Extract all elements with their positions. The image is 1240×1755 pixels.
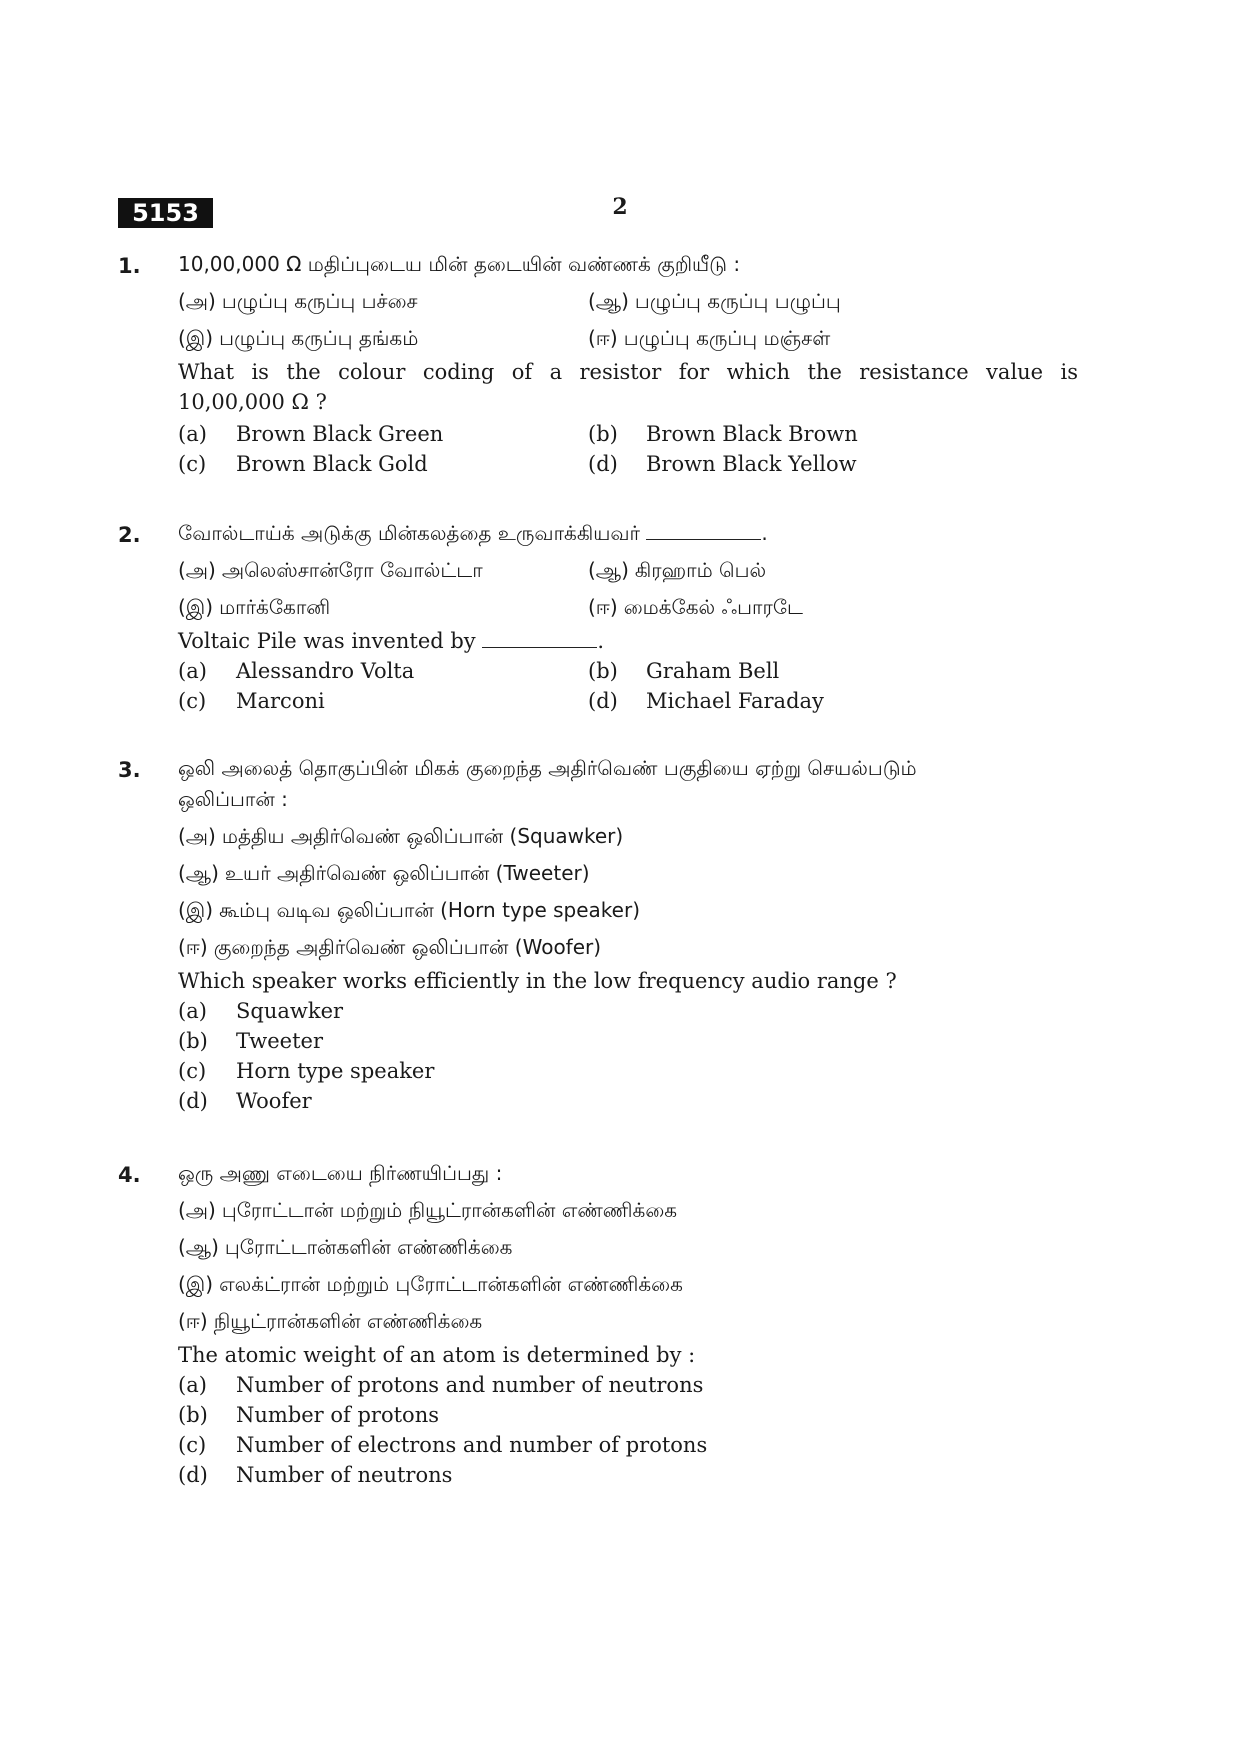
english-option: (d) Number of neutrons bbox=[178, 1463, 453, 1487]
tamil-option: (அ) அலெஸ்சான்ரோ வோல்ட்டா bbox=[178, 558, 483, 582]
question-4 bbox=[118, 1163, 1078, 1490]
question-number: 2. bbox=[118, 523, 141, 547]
english-question: Which speaker works efficiently in the low frequency audio range ? bbox=[178, 969, 897, 993]
tamil-question-continued: ஒலிப்பான் : bbox=[178, 787, 288, 811]
english-question: What is the colour coding of a resistor for which the resistance value is bbox=[178, 360, 1078, 384]
question-2 bbox=[118, 523, 1078, 716]
english-option: (c) Brown Black Gold bbox=[178, 452, 428, 476]
tamil-option: (ஆ) கிரஹாம் பெல் bbox=[588, 558, 767, 582]
english-question: Voltaic Pile was invented by . bbox=[178, 629, 605, 653]
page-number: 2 bbox=[612, 194, 628, 220]
question-number: 3. bbox=[118, 758, 141, 782]
paper-code: 5153 bbox=[118, 198, 213, 228]
english-option: (a) Alessandro Volta bbox=[178, 659, 415, 683]
english-option: (d) Michael Faraday bbox=[588, 689, 824, 713]
tamil-question: வோல்டாய்க் அடுக்கு மின்கலத்தை உருவாக்கியவர் . bbox=[178, 521, 768, 545]
tamil-option: (இ) எலக்ட்ரான் மற்றும் புரோட்டான்களின் எண்ணிக்கை bbox=[178, 1272, 683, 1296]
english-option: (a) Squawker bbox=[178, 999, 344, 1023]
english-option: (c) Horn type speaker bbox=[178, 1059, 435, 1083]
question-number: 4. bbox=[118, 1163, 141, 1187]
tamil-option: (இ) பழுப்பு கருப்பு தங்கம் bbox=[178, 326, 419, 350]
tamil-option: (அ) பழுப்பு கருப்பு பச்சை bbox=[178, 289, 418, 313]
english-option: (c) Marconi bbox=[178, 689, 325, 713]
english-option: (b) Brown Black Brown bbox=[588, 422, 858, 446]
tamil-question: ஒலி அலைத் தொகுப்பின் மிகக் குறைந்த அதிர்வெண் பகுதியை ஏற்று செயல்படும் bbox=[178, 756, 917, 780]
english-option: (b) Number of protons bbox=[178, 1403, 439, 1427]
answer-blank bbox=[482, 631, 597, 648]
english-option: (a) Number of protons and number of neutrons bbox=[178, 1373, 704, 1397]
tamil-option: (இ) கூம்பு வடிவ ஒலிப்பான் (Horn type speaker) bbox=[178, 898, 640, 922]
tamil-option: (ஆ) புரோட்டான்களின் எண்ணிக்கை bbox=[178, 1235, 513, 1259]
english-option: (b) Tweeter bbox=[178, 1029, 323, 1053]
question-1 bbox=[118, 254, 1078, 479]
tamil-option: (ஈ) மைக்கேல் ஃபாரடே bbox=[588, 595, 803, 619]
english-question: The atomic weight of an atom is determined by : bbox=[178, 1343, 696, 1367]
tamil-option: (அ) புரோட்டான் மற்றும் நியூட்ரான்களின் எண்ணிக்கை bbox=[178, 1198, 678, 1222]
tamil-question: 10,00,000 Ω மதிப்புடைய மின் தடையின் வண்ணக் குறியீடு : bbox=[178, 252, 741, 276]
tamil-option: (ஆ) உயர் அதிர்வெண் ஒலிப்பான் (Tweeter) bbox=[178, 861, 590, 885]
tamil-option: (ஈ) பழுப்பு கருப்பு மஞ்சள் bbox=[588, 326, 831, 350]
tamil-option: (இ) மார்க்கோனி bbox=[178, 595, 331, 619]
english-option: (a) Brown Black Green bbox=[178, 422, 444, 446]
english-option: (d) Woofer bbox=[178, 1089, 312, 1113]
english-option: (d) Brown Black Yellow bbox=[588, 452, 857, 476]
tamil-option: (ஈ) நியூட்ரான்களின் எண்ணிக்கை bbox=[178, 1309, 483, 1333]
tamil-option: (ஈ) குறைந்த அதிர்வெண் ஒலிப்பான் (Woofer) bbox=[178, 935, 602, 959]
answer-blank bbox=[646, 523, 761, 540]
tamil-question: ஒரு அணு எடையை நிர்ணயிப்பது : bbox=[178, 1161, 503, 1185]
tamil-option: (ஆ) பழுப்பு கருப்பு பழுப்பு bbox=[588, 289, 841, 313]
english-question-continued: 10,00,000 Ω ? bbox=[178, 390, 327, 414]
question-number: 1. bbox=[118, 254, 141, 278]
question-3 bbox=[118, 758, 1078, 1116]
english-option: (b) Graham Bell bbox=[588, 659, 780, 683]
english-option: (c) Number of electrons and number of protons bbox=[178, 1433, 708, 1457]
tamil-option: (அ) மத்திய அதிர்வெண் ஒலிப்பான் (Squawker) bbox=[178, 824, 624, 848]
